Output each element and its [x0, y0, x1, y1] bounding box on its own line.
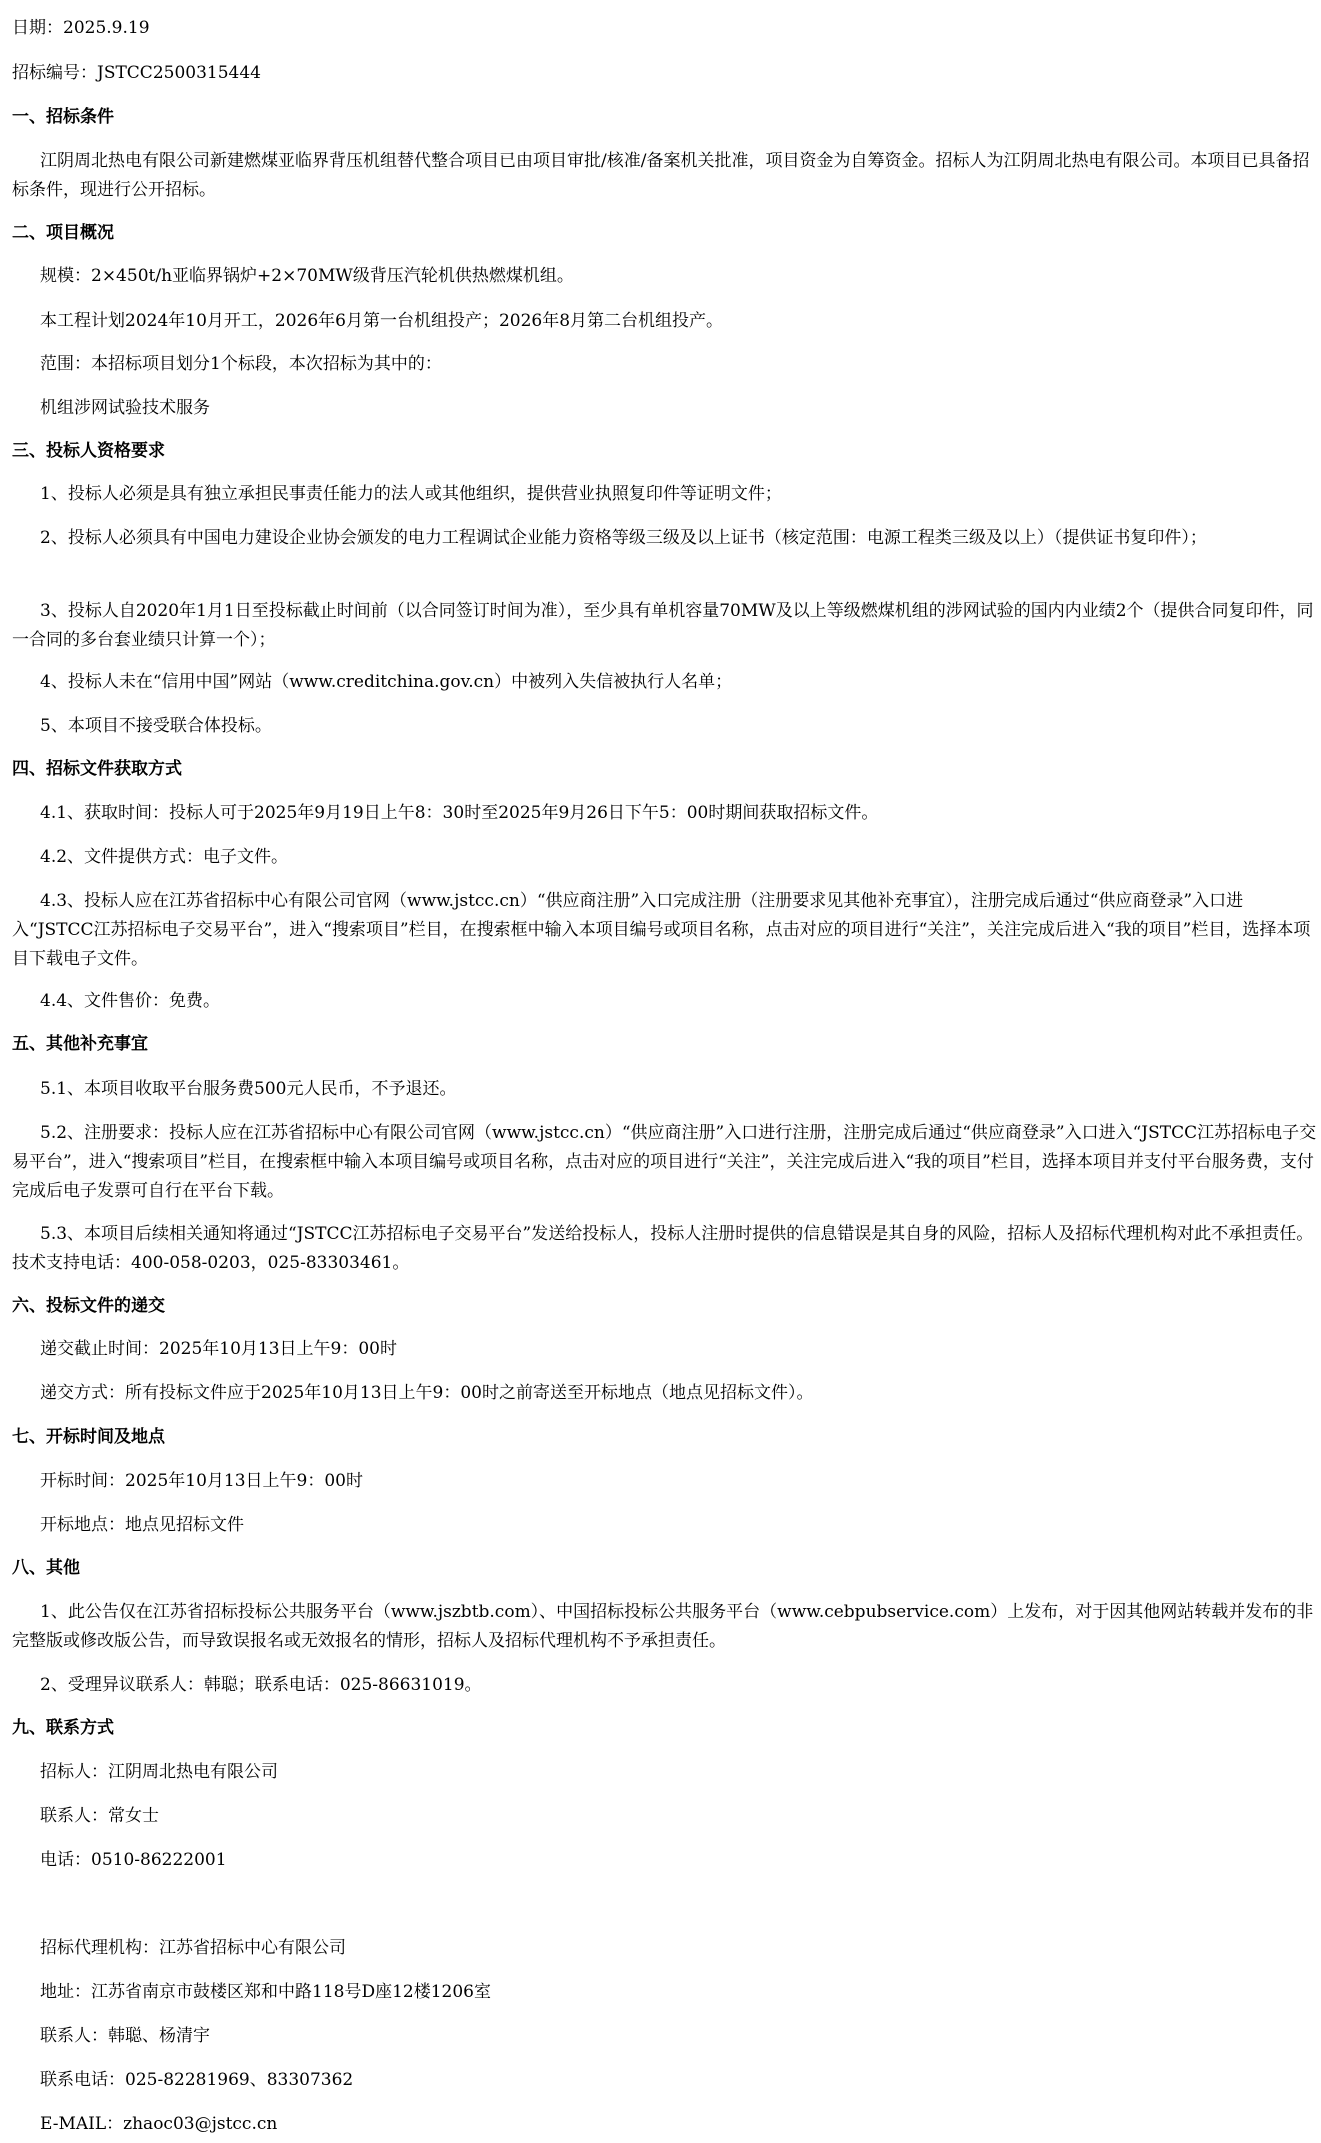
- contact-owner: 招标人：江阴周北热电有限公司: [40, 1762, 278, 1782]
- section-heading-project-overview: 二、项目概况: [12, 223, 114, 243]
- section-heading-supplementary: 五、其他补充事宜: [12, 1034, 148, 1054]
- bid-conditions-paragraph: 江阴周北热电有限公司新建燃煤亚临界背压机组替代整合项目已由项目审批/核准/备案机关批准，项目资金为自筹资金。招标人为江阴周北热电有限公司。本项目已具备招标条件，现进行公开招标。: [12, 151, 1310, 200]
- qualification-item: 2、投标人必须具有中国电力建设企业协会颁发的电力工程调试企业能力资格等级三级及以上证书（核定范围：电源工程类三级及以上）（提供证书复印件）；: [40, 528, 1207, 548]
- project-scope: 范围：本招标项目划分1个标段，本次招标为其中的：: [40, 354, 442, 374]
- supplementary-item: 5.2、注册要求：投标人应在江苏省招标中心有限公司官网（www.jstcc.cn）“供应商注册”入口进行注册，注册完成后通过“供应商登录”入口进入“JSTCC江苏招标电子交易平台”，进入“搜索项目”栏目，在搜索框中输入本项目编号或项目名称，点击对应的项目进行“关注”，关注完成后进入“我的项目”栏目，选择本项目并支付平台服务费，支付完成后电子发票可自行在平台下载。: [12, 1123, 1317, 1201]
- acquisition-item: 4.2、文件提供方式：电子文件。: [40, 847, 289, 867]
- project-schedule: 本工程计划2024年10月开工，2026年6月第一台机组投产；2026年8月第二台机组投产。: [40, 311, 724, 331]
- contact-agency: 招标代理机构：江苏省招标中心有限公司: [40, 1938, 346, 1958]
- acquisition-item: 4.4、文件售价：免费。: [40, 991, 221, 1011]
- opening-place: 开标地点：地点见招标文件: [40, 1515, 244, 1535]
- contact-address: 地址：江苏省南京市鼓楼区郑和中路118号D座12楼1206室: [40, 1982, 491, 2002]
- project-scale: 规模：2×450t/h亚临界锅炉+2×70MW级背压汽轮机供热燃煤机组。: [40, 266, 574, 286]
- opening-time: 开标时间：2025年10月13日上午9：00时: [40, 1471, 363, 1491]
- date-line: 日期：2025.9.19: [12, 18, 150, 38]
- section-heading-document-acquisition: 四、招标文件获取方式: [12, 759, 182, 779]
- section-heading-qualifications: 三、投标人资格要求: [12, 441, 165, 461]
- acquisition-item: 4.3、投标人应在江苏省招标中心有限公司官网（www.jstcc.cn）“供应商注册”入口完成注册（注册要求见其他补充事宜），注册完成后通过“供应商登录”入口进入“JSTCC江苏招标电子交易平台”，进入“搜索项目”栏目，在搜索框中输入本项目编号或项目名称，点击对应的项目进行“关注”，关注完成后进入“我的项目”栏目，选择本项目下载电子文件。: [12, 891, 1311, 969]
- supplementary-item: 5.3、本项目后续相关通知将通过“JSTCC江苏招标电子交易平台”发送给投标人，投标人注册时提供的信息错误是其自身的风险，招标人及招标代理机构对此不承担责任。技术支持电话：400-058-0203，025-83303461。: [12, 1224, 1314, 1273]
- acquisition-item: 4.1、获取时间：投标人可于2025年9月19日上午8：30时至2025年9月26日下午5：00时期间获取招标文件。: [40, 803, 879, 823]
- submission-method: 递交方式：所有投标文件应于2025年10月13日上午9：00时之前寄送至开标地点（地点见招标文件）。: [40, 1383, 814, 1403]
- contact-agency-person: 联系人：韩聪、杨清宇: [40, 2026, 210, 2046]
- other-item: 1、此公告仅在江苏省招标投标公共服务平台（www.jszbtb.com）、中国招标投标公共服务平台（www.cebpubservice.com）上发布，对于因其他网站转载并发布的非完整版或修改版公告，而导致误报名或无效报名的情形，招标人及招标代理机构不予承担责任。: [12, 1602, 1314, 1651]
- other-item: 2、受理异议联系人：韩聪；联系电话：025-86631019。: [40, 1675, 482, 1695]
- section-heading-contact: 九、联系方式: [12, 1718, 114, 1738]
- contact-agency-phone: 联系电话：025-82281969、83307362: [40, 2070, 354, 2090]
- supplementary-item: 5.1、本项目收取平台服务费500元人民币，不予退还。: [40, 1079, 457, 1099]
- section-heading-other: 八、其他: [12, 1558, 80, 1578]
- contact-owner-phone: 电话：0510-86222001: [40, 1850, 227, 1870]
- project-lot: 机组涉网试验技术服务: [40, 398, 210, 418]
- qualification-item: 5、本项目不接受联合体投标。: [40, 716, 272, 736]
- qualification-item: 3、投标人自2020年1月1日至投标截止时间前（以合同签订时间为准），至少具有单机容量70MW及以上等级燃煤机组的涉网试验的国内内业绩2个（提供合同复印件，同一合同的多台套业绩只计算一个）；: [12, 601, 1314, 650]
- contact-owner-person: 联系人：常女士: [40, 1806, 159, 1826]
- qualification-item: 1、投标人必须是具有独立承担民事责任能力的法人或其他组织，提供营业执照复印件等证明文件；: [40, 484, 782, 504]
- section-heading-submission: 六、投标文件的递交: [12, 1296, 165, 1316]
- section-heading-bid-conditions: 一、招标条件: [12, 107, 114, 127]
- submission-deadline: 递交截止时间：2025年10月13日上午9：00时: [40, 1339, 397, 1359]
- contact-email: E-MAIL：zhaoc03@jstcc.cn: [40, 2114, 278, 2134]
- qualification-item: 4、投标人未在“信用中国”网站（www.creditchina.gov.cn）中被列入失信被执行人名单；: [40, 672, 733, 692]
- section-heading-opening: 七、开标时间及地点: [12, 1427, 165, 1447]
- bid-number-line: 招标编号：JSTCC2500315444: [12, 63, 261, 83]
